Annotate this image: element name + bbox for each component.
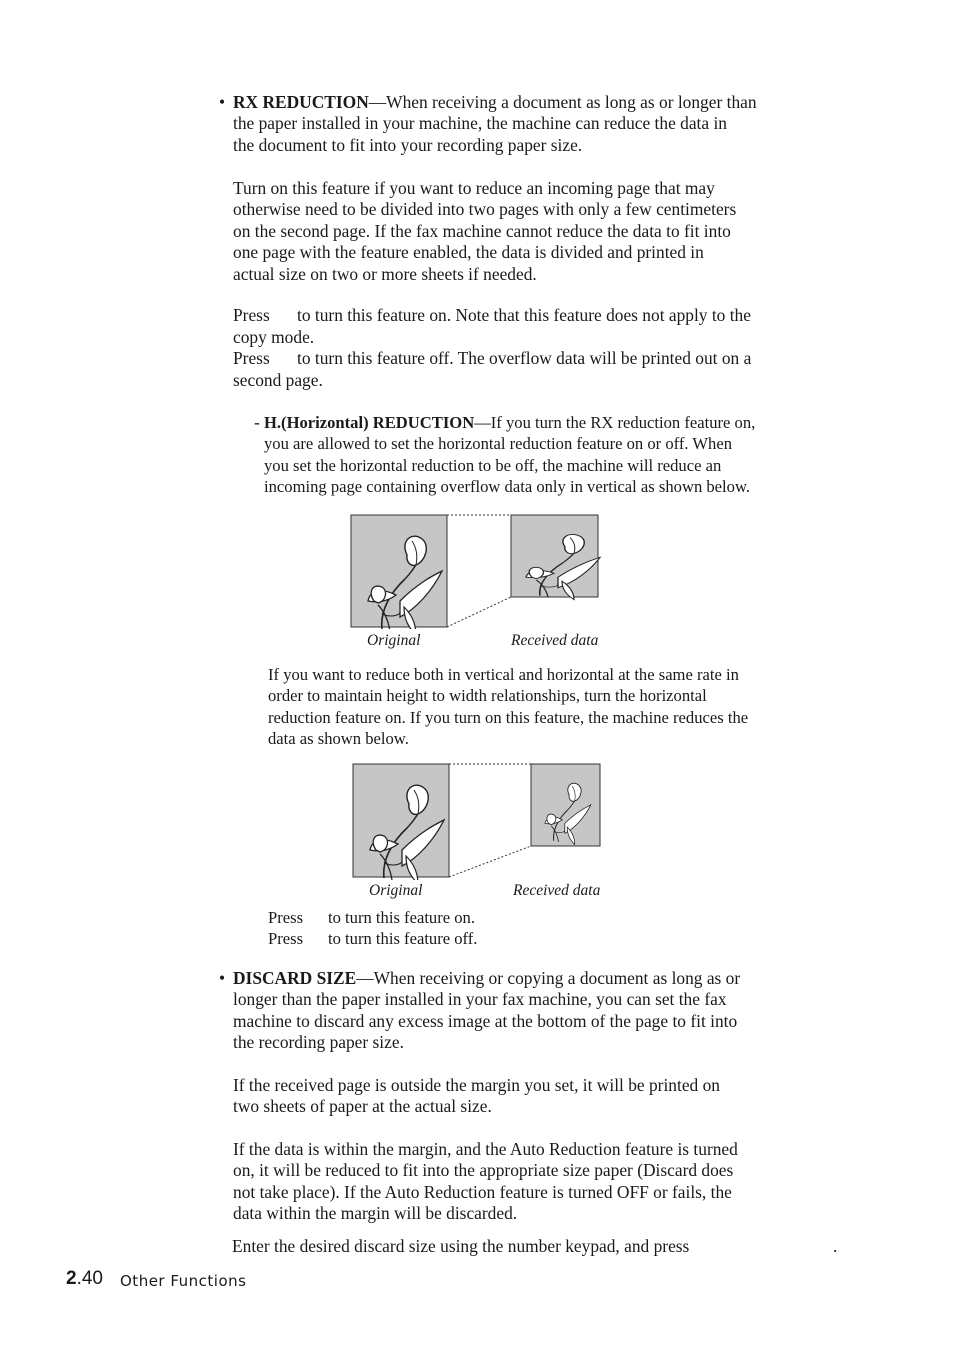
discard-size-paragraph-3: If the data is within the margin, and the Auto Reduction feature is turned on, it will be reduced to fit into the appropriate size paper (Discard does not take place). If the Auto Reduction feature is turned OFF or fails, the data within the margin will be discarded.	[233, 1139, 738, 1224]
rx-press-on-continued: copy mode.	[233, 327, 315, 347]
h-reduction-term: H.(Horizontal) REDUCTION	[264, 413, 475, 432]
figure-vertical-reduction	[348, 513, 602, 629]
caption-original: Original	[367, 632, 421, 649]
rx-reduction-term: RX REDUCTION	[233, 92, 369, 112]
discard-size-paragraph-2: If the received page is outside the margin you set, it will be printed on two sheets of paper at the actual size.	[233, 1075, 720, 1117]
bullet: •	[219, 968, 226, 988]
caption-received-data: Received data	[513, 882, 601, 899]
discard-size-term: DISCARD SIZE	[233, 968, 357, 988]
h-reduction-paragraph: If you want to reduce both in vertical and horizontal at the same rate in order to maintain height to width relationships, turn the horizontal reduction feature on. If you turn on this feature, the machine reduces the data as shown below.	[268, 665, 749, 749]
bullet: •	[219, 92, 226, 112]
chapter-title: Other Functions	[120, 1272, 247, 1290]
figure-proportional-reduction	[350, 762, 604, 880]
caption-received-data: Received data	[511, 632, 599, 649]
discard-size-enter-instruction: Enter the desired discard size using the number keypad, and press	[232, 1236, 690, 1256]
rx-press-off-continued: second page.	[233, 370, 323, 390]
page-number: 2.40	[66, 1268, 103, 1289]
rx-reduction-intro: RX REDUCTION—When receiving a document as long as or longer than the paper installed in your machine, the machine can reduce the data in the document to fit into your recording paper size.	[233, 92, 757, 155]
dash: -	[254, 412, 260, 432]
discard-size-intro: DISCARD SIZE—When receiving or copying a document as long as or longer than the paper installed in your fax machine, you can set the fax machine to discard any excess image at the bottom of the page to fit into the recording paper size.	[233, 968, 741, 1053]
caption-original: Original	[369, 882, 423, 899]
h-reduction-intro: H.(Horizontal) REDUCTION—If you turn the RX reduction feature on, you are allowed to set the horizontal reduction feature on or off. When you set the horizontal reduction to be off, the machine will reduce an incoming page containing overflow data only in vertical as shown below.	[264, 413, 756, 497]
discard-size-enter-end: .	[833, 1236, 838, 1256]
rx-reduction-paragraph: Turn on this feature if you want to reduce an incoming page that may otherwise need to be divided into two pages with only a few centimeters on the second page. If the fax machine cannot reduce the data to fit into one page with the feature enabled, the data is divided and printed in actual size on two or more sheets if needed.	[233, 178, 737, 284]
